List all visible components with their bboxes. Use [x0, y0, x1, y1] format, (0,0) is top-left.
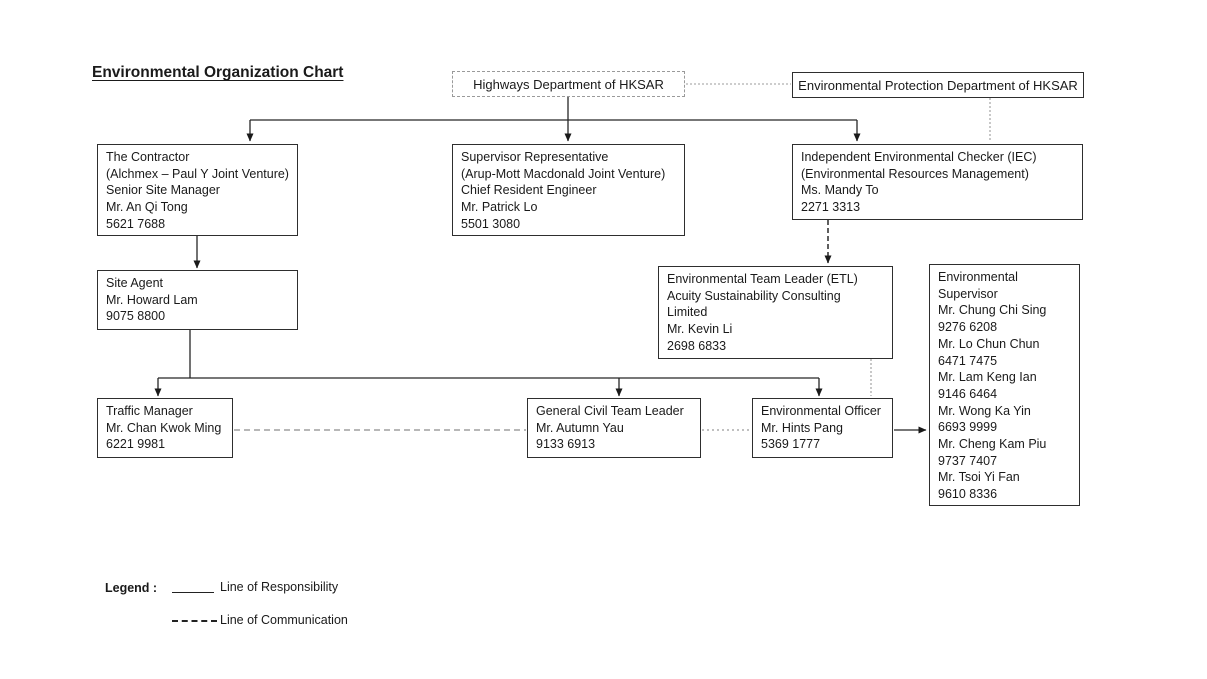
org-box-contractor [97, 144, 298, 236]
box-line: Senior Site Manager [106, 183, 220, 198]
box-line: Independent Environmental Checker (IEC) [801, 150, 1037, 164]
org-box-environmental-protection-department [792, 72, 1084, 98]
box-line: 9610 8336 [938, 487, 998, 502]
box-line: The Contractor [106, 150, 190, 164]
box-line: Mr. Howard Lam [106, 292, 198, 307]
legend-responsibility-label: Line of Responsibility [220, 580, 339, 594]
box-line: 9075 8800 [106, 309, 166, 324]
org-box-environmental-officer [752, 398, 893, 458]
box-line: Mr. Lo Chun Chun [938, 336, 1040, 351]
box-line: 9146 6464 [938, 386, 998, 401]
box-line: Mr. Lam Keng Ian [938, 370, 1037, 385]
box-line: Mr. Patrick Lo [461, 200, 538, 215]
box-line: Environmental Protection Department of HKSAR [798, 77, 1078, 93]
box-line: Environmental Officer [761, 404, 881, 418]
box-line: Mr. Kevin Li [667, 322, 733, 337]
box-line: 5501 3080 [461, 216, 521, 231]
box-line: Mr. Autumn Yau [536, 420, 624, 435]
box-line: General Civil Team Leader [536, 404, 684, 418]
org-box-supervisor-representative [452, 144, 685, 236]
box-line: (Arup-Mott Macdonald Joint Venture) [461, 166, 666, 181]
box-line: 9133 6913 [536, 437, 596, 452]
box-line: Traffic Manager [106, 404, 193, 418]
org-box-general-civil-team-leader [527, 398, 701, 458]
box-line: Ms. Mandy To [801, 183, 879, 198]
org-box-traffic-manager [97, 398, 233, 458]
box-line: Chief Resident Engineer [461, 183, 597, 198]
box-line: Highways Department of HKSAR [473, 76, 664, 92]
box-line: 9276 6208 [938, 320, 998, 335]
box-line: (Alchmex – Paul Y Joint Venture) [106, 166, 289, 181]
legend-communication-label: Line of Communication [220, 613, 348, 627]
box-line: 2271 3313 [801, 200, 861, 215]
box-line: Mr. Wong Ka Yin [938, 403, 1031, 418]
box-line: Environmental [938, 270, 1018, 284]
box-line: Supervisor [938, 286, 998, 301]
communication-lines [234, 84, 990, 430]
page-title: Environmental Organization Chart [92, 64, 344, 81]
box-line: Environmental Team Leader (ETL) [667, 272, 858, 286]
box-line: Mr. Tsoi Yi Fan [938, 470, 1020, 485]
box-line: 5369 1777 [761, 437, 821, 452]
box-line: Mr. An Qi Tong [106, 200, 188, 215]
box-line: Supervisor Representative [461, 150, 609, 164]
box-line: (Environmental Resources Management) [801, 166, 1029, 181]
org-box-environmental-team-leader [658, 266, 893, 359]
box-line: 6471 7475 [938, 353, 998, 368]
box-line: Mr. Chung Chi Sing [938, 303, 1047, 318]
box-line: 2698 6833 [667, 338, 727, 353]
legend-label: Legend : [105, 581, 158, 595]
box-line: 6221 9981 [106, 437, 166, 452]
org-box-highways-department [452, 71, 685, 97]
box-line: Mr. Cheng Kam Piu [938, 437, 1047, 452]
org-box-site-agent [97, 270, 298, 330]
legend-responsibility-line-sample [172, 592, 214, 593]
box-line: Mr. Chan Kwok Ming [106, 420, 222, 435]
box-line: 5621 7688 [106, 216, 166, 231]
box-line: Limited [667, 305, 708, 320]
box-line: 6693 9999 [938, 420, 998, 435]
box-line: Acuity Sustainability Consulting [667, 288, 841, 303]
box-line: Site Agent [106, 276, 163, 290]
box-line: Mr. Hints Pang [761, 420, 843, 435]
org-box-independent-environmental-checker [792, 144, 1083, 220]
org-box-environmental-supervisor [929, 264, 1080, 506]
legend-communication-line-sample [172, 620, 217, 622]
box-line: 9737 7407 [938, 453, 998, 468]
